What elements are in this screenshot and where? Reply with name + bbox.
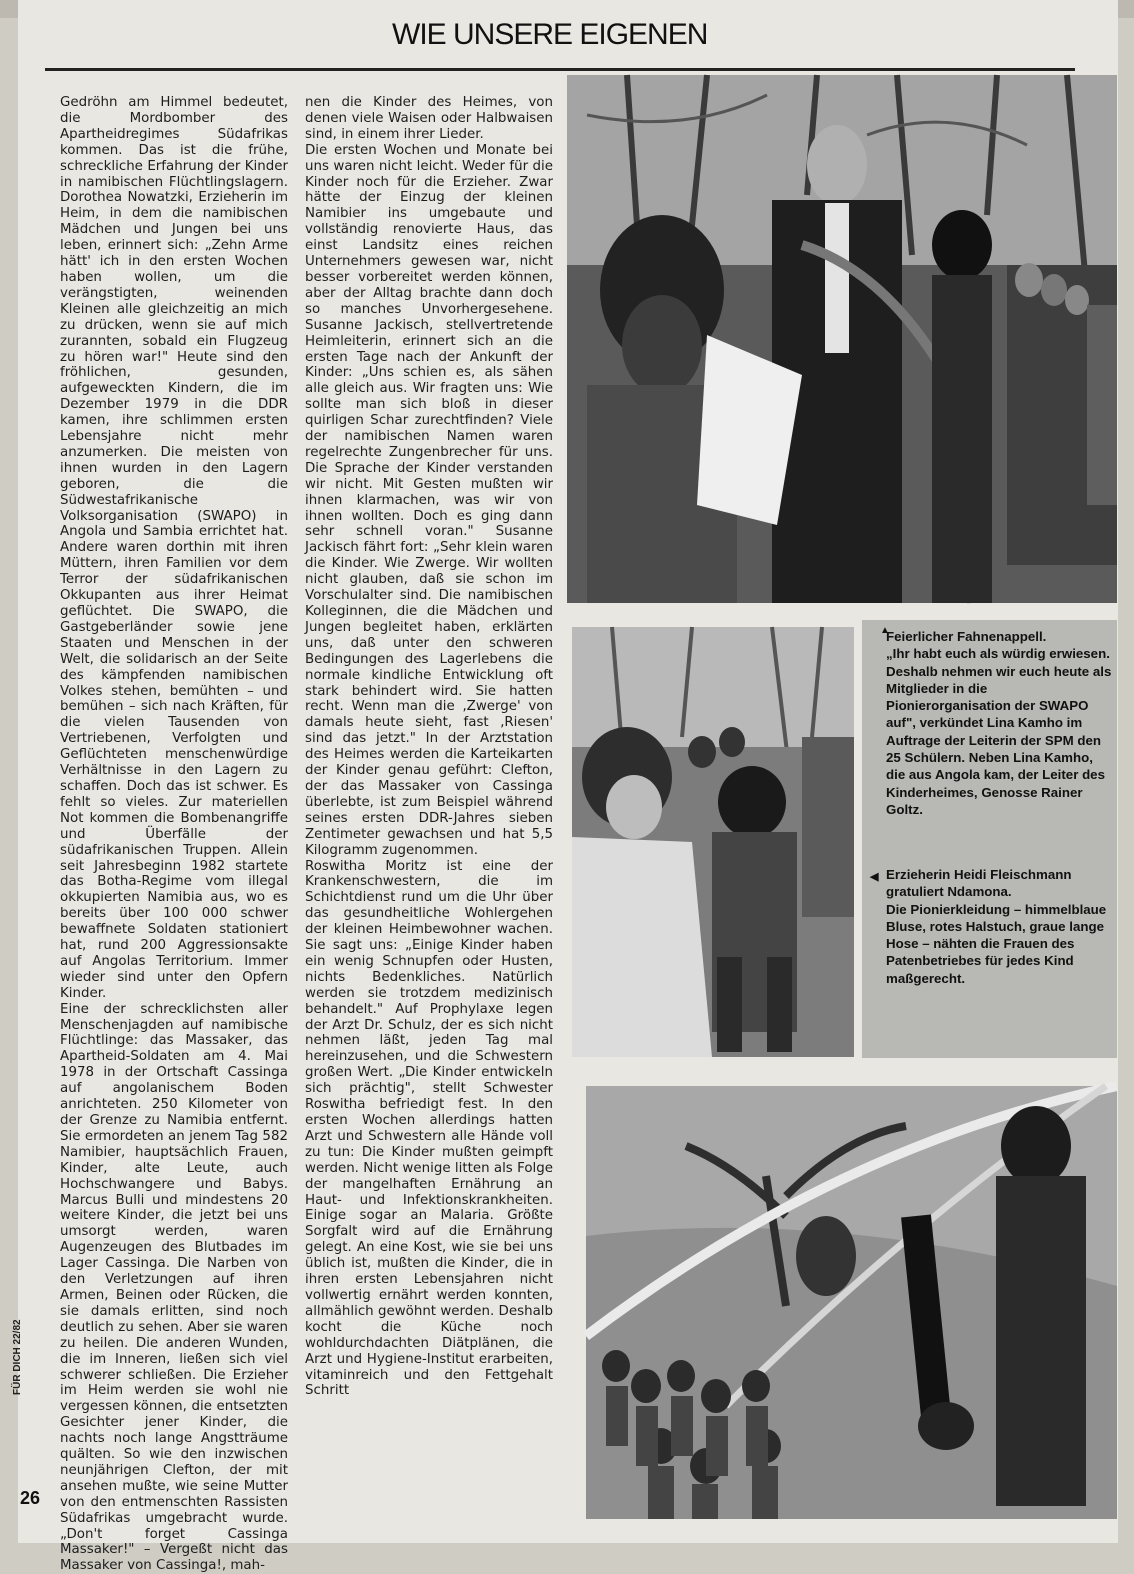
- photo-children-playing-drawing: [586, 1086, 1117, 1519]
- photo-flag-ceremony: [567, 75, 1117, 603]
- triangle-left-icon: ◀: [870, 871, 879, 883]
- photo-educator-child-drawing: [572, 627, 854, 1057]
- photo-flag-ceremony-drawing: [567, 75, 1117, 603]
- article-column-1: [60, 95, 288, 1574]
- triangle-up-icon: ▲: [880, 625, 890, 636]
- photo-educator-child: [572, 627, 854, 1057]
- photo-children-playing: [586, 1086, 1117, 1519]
- article-column-2: [305, 95, 553, 1525]
- page-number: 26: [20, 1488, 41, 1508]
- caption-box: [862, 620, 1117, 1058]
- caption-educator-child: Erzieherin Heidi Fleischmann gratuliert Ndamona. Die Pionierkleidung – himmelblaue Bluse, rotes Halstuch, graue lange Hose – nähten die Frauen des Patenbetriebes für jedes Kind maßgerecht.: [886, 867, 1107, 986]
- article-text-2: nen die Kinder des Heimes, von denen viele Waisen oder Halbwaisen sind, in einem ihrer Lieder. Die ersten Wochen und Monate bei uns waren nicht leicht. Weder für die Kinder noch für die Erzieher. Zwar hätte der Einzug der kleinen Namibier ins umgebaute und vollständig renovierte Haus, das einst Landsitz eines reichen Unternehmers gewesen war, nicht besser vorbereitet werden können, aber der Alltag brachte dann doch so manches Unvorhergesehene. Susanne Jackisch, stellvertretende Heimleiterin, erinnert sich an die ersten Tage nach der Ankunft der Kinder: „Uns schien es, als sähen alle gleich aus. Wir fragten uns: Wie sollte man sich bloß in dieser quirligen Schar zurechtfinden? Viele der namibischen Namen waren regelrechte Zungenbrecher für uns. Die Sprache der Kinder verstanden wir nicht. Mit Gesten mußten wir ihnen klarmachen, was wir von ihnen wollten. Doch es ging dann sehr schnell voran." Susanne Jackisch fährt fort: „Sehr klein waren die Kinder. Wie Zwerge. Wir wollten nicht glauben, daß sie schon im Vorschulalter sind. Die namibischen Kolleginnen, die die Mädchen und Jungen begleitet haben, erklärten uns, daß unter den schweren Bedingungen des Lagerlebens die normale kindliche Entwicklung oft stark behindert wird. Sie hatten recht. Wenn man die ‚Zwerge' von damals heute sieht, fast ‚Riesen' sind das jetzt." In der Arztstation des Heimes werden die Karteikarten der Kinder genau geführt: Clefton, der das Massaker von Cassinga überlebte, ist zum Beispiel während seines ersten DDR-Jahres sieben Zentimeter gewachsen und hat 5,5 Kilogramm zugenommen. Roswitha Moritz ist eine der Krankenschwestern, die im Schichtdienst rund um die Uhr über das gesundheitliche Wohlergehen der kleinen Heimbewohner wachen. Sie sagt uns: „Einige Kinder haben ein wenig Schnupfen oder Husten, nichts Bedenkliches. Natürlich werden sie trotzdem medizinisch behandelt." Auf Prophylaxe legen der Arzt Dr. Schulz, der es sich nicht nehmen läßt, jeden Tag mal hereinzusehen, und die Schwestern großen Wert. „Die Kinder entwickeln sich prächtig", stellt Schwester Roswitha befriedigt fest. In den ersten Wochen allerdings hatten Arzt und Schwestern alle Hände voll zu tun: Die Kinder mußten geimpft werden. Nicht wenige litten als Folge der mangelhaften Ernährung an Haut- und Infektionskrankheiten. Einige sogar an Malaria. Größte Sorgfalt wird auf die Ernährung gelegt. An eine Kost, wie sie bei uns üblich ist, mußten die Kinder, die in ihren ersten Lebensjahren nicht vollwertig ernährt werden konnten, allmählich gewöhnt werden. Deshalb kocht die Küche noch wohldurchdachten Diätplänen, die Arzt und Hygiene-Institut erarbeiten, vitaminreich und den Fettgehalt Schritt: [305, 95, 553, 1399]
- headline-rule: [45, 68, 1075, 71]
- caption-flag-ceremony: Feierlicher Fahnenappell. „Ihr habt euch als würdig erwiesen. Deshalb nehmen wir euch heute als Mitglieder in die Pionierorganisation der SWAPO auf", verkündet Lina Kamho im Auftrage der Leiterin der SPM den 25 Schülern. Neben Lina Kamho, die aus Angola kam, der Leiter des Kinderheimes, Genosse Rainer Goltz.: [886, 629, 1112, 817]
- article-text-1: Gedröhn am Himmel bedeutet, die Mordbomber des Apartheidregimes Südafrikas kommen. Das ist die frühe, schreckliche Erfahrung der Kinder in namibischen Flüchtlingslagern. Dorothea Nowatzki, Erzieherin im Heim, in dem die namibischen Mädchen und Jungen bei uns leben, erinnert sich: „Zehn Arme hätt' ich in den ersten Wochen haben wollen, um die verängstigten, weinenden Kleinen alle gleichzeitig an mich zu drücken, wenn sie auf mich zurannten, sobald ein Flugzeug zu hören war!" Heute sind den fröhlichen, gesunden, aufgeweckten Kindern, die im Dezember 1979 in die DDR kamen, ihre schlimmen ersten Lebensjahre nicht mehr anzumerken. Die meisten von ihnen wurden in den Lagern geboren, die die Südwestafrikanische Volksorganisation (SWAPO) in Angola und Sambia errichtet hat. Andere waren dorthin mit ihren Müttern, ihren Familien vor dem Terror der südafrikanischen Okkupanten aus ihrer Heimat geflüchtet. Die SWAPO, die Gastgeberländer sowie jene Staaten und Menschen in der Welt, die solidarisch an der Seite des kämpfenden namibischen Volkes stehen, bemühten – und bemühen – sich nach Kräften, für die vielen Tausenden von Vertriebenen, Verfolgten und Geflüchteten menschenwürdige Verhältnisse in den Lagern zu schaffen. Doch das ist schwer. Es fehlt so vieles. Zur materiellen Not kommen die Bombenangriffe und Überfälle der südafrikanischen Truppen. Allein seit Jahresbeginn 1982 startete das Botha-Regime vom illegal okkupierten Namibia aus, wo es bereits über 100 000 schwer bewaffnete Soldaten stationiert hat, rund 200 Aggressionsakte auf Angolas Territorium. Immer wieder sind unter den Opfern Kinder. Eine der schrecklichsten aller Menschenjagden auf namibische Flüchtlinge: das Massaker, das Apartheid-Soldaten am 4. Mai 1978 in der Ortschaft Cassinga auf angolanischem Boden anrichteten. 250 Kilometer von der Grenze zu Namibia entfernt. Sie ermordeten an jenem Tag 582 Namibier, hauptsächlich Frauen, Kinder, alte Leute, auch Hochschwangere und Babys. Marcus Bulli und mindestens 20 weitere Kinder, die jetzt bei uns umsorgt werden, waren Augenzeugen des Blutbades im Lager Cassinga. Die Narben von den Verletzungen auf ihren Armen, Beinen oder Rücken, die sie damals erlitten, sind noch deutlich zu sehen. Aber sie waren zu heilen. Die anderen Wunden, die im Inneren, ließen sich viel schwerer schließen. Die Erzieher im Heim werden sie wohl nie vergessen können, die entsetzten Gesichter jener Kinder, die nachts noch lange Angstträume quälten. So wie den inzwischen neunjährigen Clefton, der mit ansehen mußte, wie seine Mutter von den entmenschten Rassisten Südafrikas umgebracht wurde. „Don't forget Cassinga Massaker!" – Vergeßt nicht das Massaker von Cassinga!, mah-: [60, 95, 288, 1574]
- issue-label: FÜR DICH 22/82: [12, 1319, 23, 1395]
- headline: WIE UNSERE EIGENEN: [392, 18, 708, 51]
